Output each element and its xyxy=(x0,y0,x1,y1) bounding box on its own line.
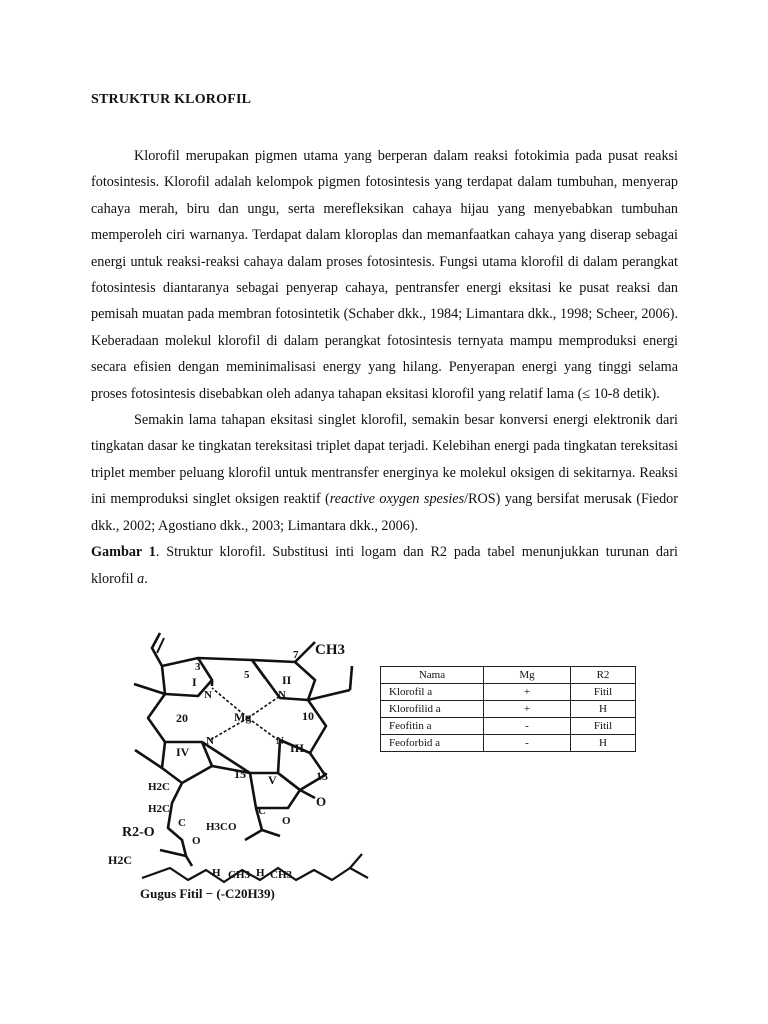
nitrogen-2-label: N xyxy=(278,689,286,701)
table-row xyxy=(381,701,636,718)
h2c-label-2: H2C xyxy=(148,803,170,815)
cell-name: Feoforbid a xyxy=(381,735,484,752)
cell-r2: Fitil xyxy=(571,684,636,701)
phytyl-start-label: H2C xyxy=(108,853,132,867)
table-row xyxy=(381,684,636,701)
table-row xyxy=(381,718,636,735)
caption-text: . Struktur klorofil. Substitusi inti logam dan R2 pada tabel menunjukkan turunan dari klorofil xyxy=(91,544,678,587)
body-text xyxy=(91,143,678,592)
ch3-top-label: CH3 xyxy=(315,642,345,658)
metal-label: Mg xyxy=(234,710,252,724)
position-20-label: 20 xyxy=(176,711,188,725)
cell-name: Feofitin a xyxy=(381,718,484,735)
col-header-r2: R2 xyxy=(571,667,636,684)
carbonyl-o-label: O xyxy=(192,835,201,847)
page-title: STRUKTUR KLOROFIL xyxy=(91,92,252,107)
ring-i-label: I xyxy=(192,675,197,689)
phytyl-h1-label: H xyxy=(212,867,221,879)
ring-v-label: V xyxy=(268,773,277,787)
phytyl-ch3b-label: CH3 xyxy=(270,869,292,881)
cell-name: Klorofilid a xyxy=(381,701,484,718)
table-row xyxy=(381,735,636,752)
cell-mg: + xyxy=(484,684,571,701)
h3co-label: H3CO xyxy=(206,821,237,833)
ester-carbon-label: C xyxy=(178,817,186,829)
col-header-mg: Mg xyxy=(484,667,571,684)
caption-end: . xyxy=(144,570,148,587)
table-header-row xyxy=(381,667,636,684)
caption-label: Gambar 1 xyxy=(91,544,156,561)
substitution-table xyxy=(380,666,636,752)
paragraph-2-part-a: Semakin lama tahapan eksitasi singlet klorofil, semakin besar konversi energi elektronik dari tingkatan dasar ke tingkatan tereksitasi triplet dapat terjadi. Kelebihan energi pada tingkatan tereksitasi triplet member peluang klorofil untuk mentransfer energinya ke molekul oksigen di sekitarnya. Reaksi ini memproduksi singlet oksigen reaktif ( xyxy=(91,412,678,508)
carbon-c2-label: C xyxy=(258,805,266,817)
paragraph-2-italic: reactive oxygen spesies xyxy=(329,491,465,508)
cell-mg: + xyxy=(484,701,571,718)
position-15-label: 15 xyxy=(234,767,246,781)
chlorophyll-figure xyxy=(100,618,680,908)
cell-r2: Fitil xyxy=(571,718,636,735)
cell-r2: H xyxy=(571,735,636,752)
r2o-label: R2-O xyxy=(122,825,155,840)
figure-caption xyxy=(91,539,678,592)
cell-mg: - xyxy=(484,735,571,752)
chlorophyll-structure-diagram xyxy=(100,618,390,908)
paragraph-2 xyxy=(91,407,678,539)
nitrogen-4-label: N xyxy=(206,735,214,747)
nitrogen-1-label: N xyxy=(204,689,212,701)
h2c-label-1: H2C xyxy=(148,781,170,793)
phytyl-ch3a-label: CH3 xyxy=(228,869,250,881)
cell-r2: H xyxy=(571,701,636,718)
ring-iv-label: IV xyxy=(176,745,190,759)
nitrogen-3-label: N xyxy=(276,735,284,747)
position-3-label: 3 xyxy=(195,661,201,673)
cell-name: Klorofil a xyxy=(381,684,484,701)
position-7-label: 7 xyxy=(293,649,299,661)
col-header-name: Nama xyxy=(381,667,484,684)
oxygen-o2-label: O xyxy=(282,815,291,827)
caption-italic: a xyxy=(137,570,145,587)
keto-oxygen-label: O xyxy=(316,794,327,809)
ring-iii-label: III xyxy=(290,741,305,755)
phytyl-h2-label: H xyxy=(256,867,265,879)
ring-ii-label: II xyxy=(282,673,292,687)
cell-mg: - xyxy=(484,718,571,735)
paragraph-1: Klorofil merupakan pigmen utama yang berperan dalam reaksi fotokimia pada pusat reaksi fotosintesis. Klorofil adalah kelompok pigmen fotosintesis yang terdapat dalam tumbuhan, menyerap cahaya merah, biru dan ungu, serta merefleksikan cahaya hijau yang menyebabkan tumbuhan memperoleh ciri warnanya. Terdapat dalam kloroplas dan memanfaatkan cahaya yang diserap sebagai energi untuk reaksi-reaksi cahaya dalam proses fotosintesis. Fungsi utama klorofil di dalam perangkat fotosintesis diantaranya sebagai penyerap cahaya, pentransfer energi eksitasi ke pusat reaksi dan pemisah muatan pada membran fotosintetik (Schaber dkk., 1984; Limantara dkk., 1998; Scheer, 2006). Keberadaan molekul klorofil di dalam perangkat fotosintesis ternyata mampu memproduksi energi secara efisien dengan meminimalisasi energy yang hilang. Penyerapan energi yang tinggi selama proses fotosintesis disebabkan oleh adanya tahapan eksitasi klorofil yang relatif lama (≤ 10-8 detik). xyxy=(91,148,678,402)
position-13-label: 13 xyxy=(316,769,328,783)
position-10-label: 10 xyxy=(302,709,314,723)
phytyl-group-label: Gugus Fitil − (-C20H39) xyxy=(140,886,275,901)
paragraph-2-part-b: /ROS) yang bersifat merusak (Fiedor dkk., 2002; Agostiano dkk., 2003; Limantara dkk., 2006). xyxy=(91,491,679,534)
position-5-label: 5 xyxy=(244,669,250,681)
